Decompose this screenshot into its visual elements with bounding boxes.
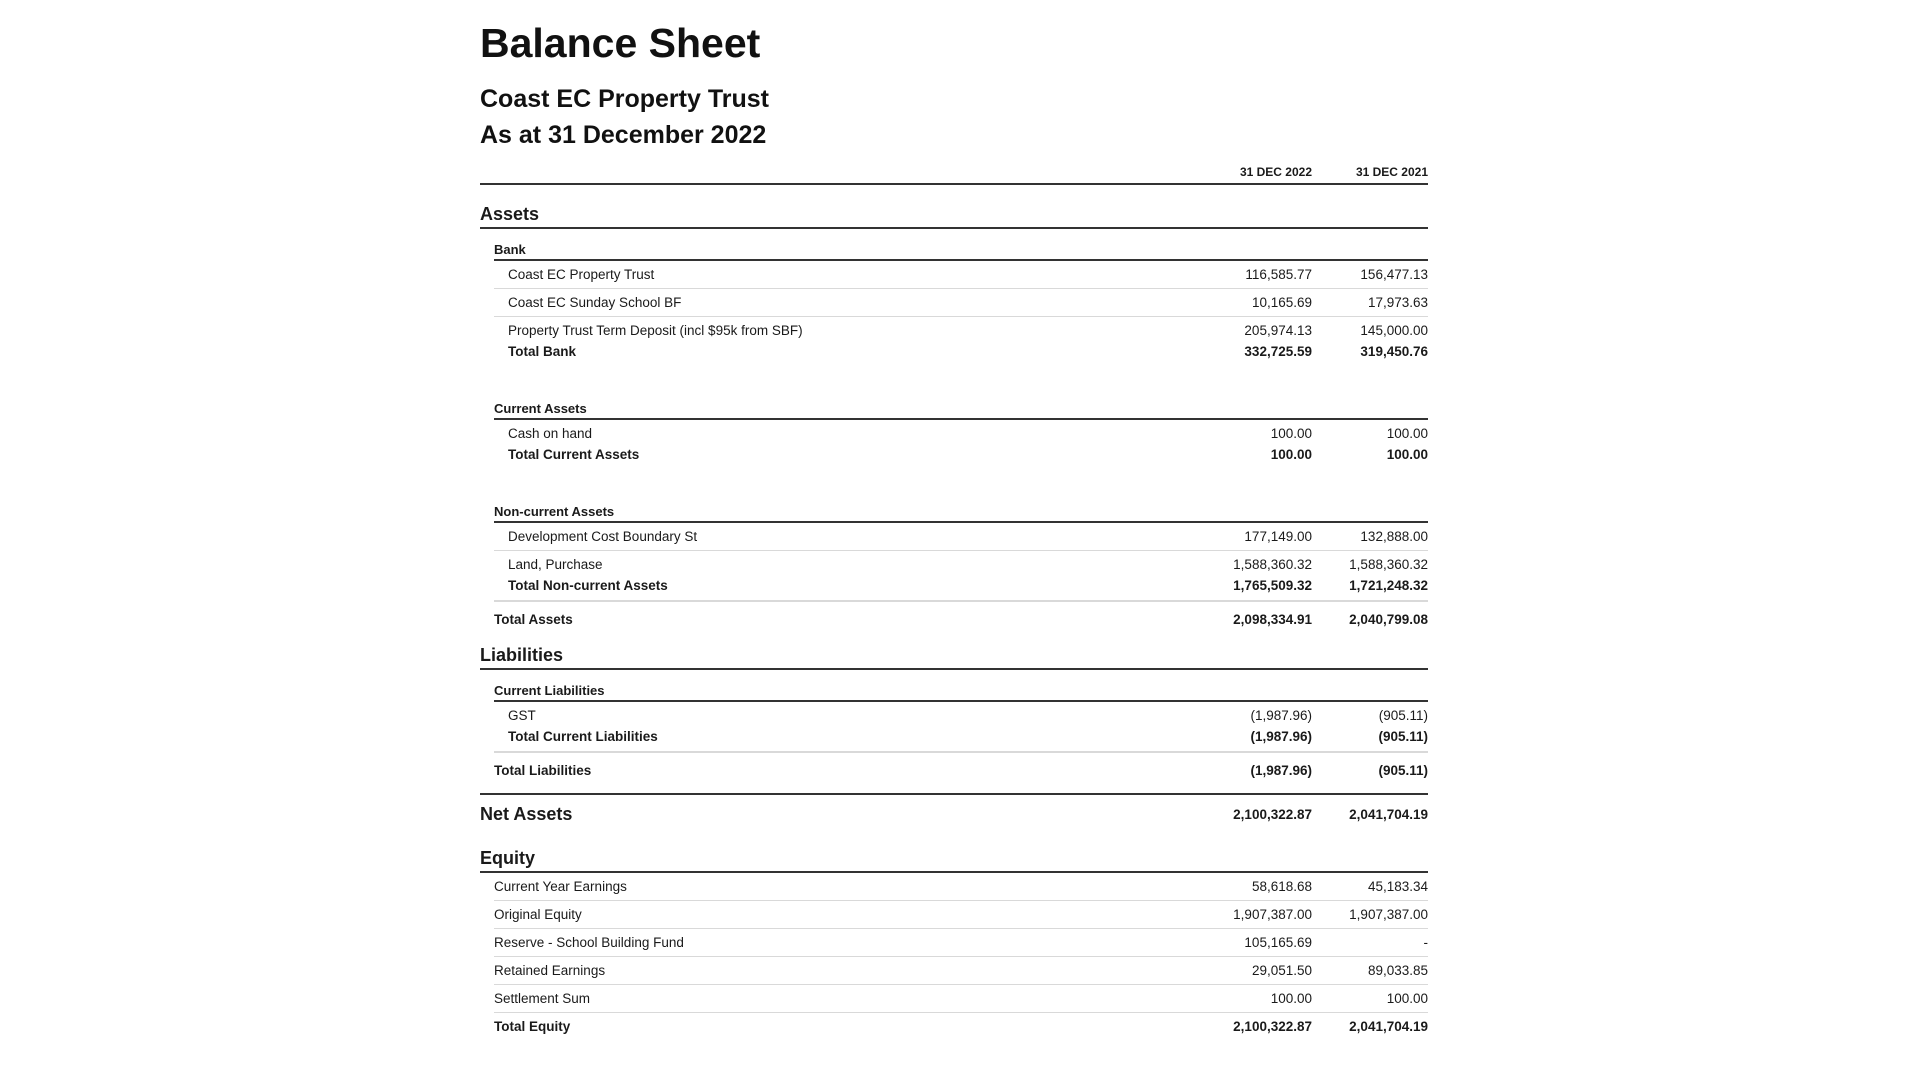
table-row bbox=[494, 420, 1428, 447]
row-value-2021: 132,888.00 bbox=[1360, 529, 1428, 545]
row-value-2021: 17,973.63 bbox=[1367, 295, 1428, 311]
row-label: Development Cost Boundary St bbox=[508, 529, 698, 545]
total-value-2022: (1,987.96) bbox=[1250, 763, 1312, 779]
total-value-2021: 1,721,248.32 bbox=[1349, 578, 1428, 594]
row-value-2022: 177,149.00 bbox=[1244, 529, 1312, 545]
table-row bbox=[494, 702, 1428, 729]
total-value-2022: 2,100,322.87 bbox=[1233, 1019, 1312, 1035]
net-assets-value-2021: 2,041,704.19 bbox=[1349, 807, 1428, 823]
row-label: Cash on hand bbox=[508, 426, 593, 442]
row-value-2022: 1,907,387.00 bbox=[1233, 907, 1312, 923]
total-row-equity bbox=[494, 1013, 1428, 1040]
total-value-2022: 2,098,334.91 bbox=[1233, 612, 1312, 628]
group-heading-current-liabilities: Current Liabilities bbox=[494, 670, 1428, 702]
row-value-2022: 116,585.77 bbox=[1245, 267, 1312, 283]
row-value-2021: (905.11) bbox=[1378, 708, 1428, 724]
row-value-2022: 105,165.69 bbox=[1244, 935, 1312, 951]
table-row bbox=[494, 957, 1428, 985]
total-row-assets bbox=[494, 600, 1428, 638]
total-value-2022: 100.00 bbox=[1270, 447, 1312, 463]
group-heading-bank: Bank bbox=[494, 229, 1428, 261]
table-row bbox=[494, 523, 1428, 551]
table-row bbox=[494, 901, 1428, 929]
row-value-2022: 100.00 bbox=[1270, 991, 1312, 1007]
row-label: Coast EC Sunday School BF bbox=[508, 295, 682, 311]
row-label: Land, Purchase bbox=[508, 557, 603, 573]
row-label: Current Year Earnings bbox=[494, 879, 627, 895]
total-row-bank bbox=[494, 344, 1428, 366]
row-label: Settlement Sum bbox=[494, 991, 591, 1007]
row-label: Original Equity bbox=[494, 907, 582, 923]
table-row bbox=[494, 261, 1428, 289]
total-label: Total Non-current Assets bbox=[508, 578, 668, 594]
table-row bbox=[494, 289, 1428, 317]
report-date: As at 31 December 2022 bbox=[480, 121, 767, 150]
total-value-2021: 100.00 bbox=[1386, 447, 1428, 463]
table-row bbox=[494, 551, 1428, 578]
table-row bbox=[494, 985, 1428, 1013]
row-label: Coast EC Property Trust bbox=[508, 267, 655, 283]
row-value-2021: 100.00 bbox=[1386, 426, 1428, 442]
balance-sheet-report bbox=[480, 20, 1428, 1040]
section-heading-equity: Equity bbox=[480, 839, 1428, 873]
total-label: Total Current Assets bbox=[508, 447, 640, 463]
table-row bbox=[494, 929, 1428, 957]
row-label: Property Trust Term Deposit (incl $95k from SBF) bbox=[508, 323, 803, 339]
total-row-current-liabilities bbox=[494, 729, 1428, 751]
row-value-2021: 1,588,360.32 bbox=[1349, 557, 1428, 573]
total-row-current-assets bbox=[494, 447, 1428, 469]
row-value-2022: 100.00 bbox=[1270, 426, 1312, 442]
column-headers bbox=[480, 161, 1428, 183]
row-value-2021: 145,000.00 bbox=[1360, 323, 1428, 339]
row-value-2021: 156,477.13 bbox=[1360, 267, 1428, 283]
row-label: Retained Earnings bbox=[494, 963, 606, 979]
total-label: Total Equity bbox=[494, 1019, 571, 1035]
total-value-2021: (905.11) bbox=[1378, 763, 1428, 779]
total-row-liabilities bbox=[494, 751, 1428, 787]
row-value-2022: 1,588,360.32 bbox=[1233, 557, 1312, 573]
row-value-2022: (1,987.96) bbox=[1250, 708, 1312, 724]
net-assets-label: Net Assets bbox=[480, 804, 573, 825]
row-value-2022: 205,974.13 bbox=[1244, 323, 1312, 339]
total-value-2021: 2,041,704.19 bbox=[1349, 1019, 1428, 1035]
section-heading-assets: Assets bbox=[480, 185, 1428, 229]
row-value-2022: 58,618.68 bbox=[1251, 879, 1312, 895]
net-assets-value-2022: 2,100,322.87 bbox=[1233, 807, 1312, 823]
total-value-2022: (1,987.96) bbox=[1250, 729, 1312, 745]
row-value-2022: 29,051.50 bbox=[1251, 963, 1312, 979]
total-value-2022: 332,725.59 bbox=[1244, 344, 1312, 360]
row-value-2021: 45,183.34 bbox=[1367, 879, 1428, 895]
total-row-non-current-assets bbox=[494, 578, 1428, 600]
column-header-2022: 31 DEC 2022 bbox=[1239, 165, 1312, 180]
row-value-2021: - bbox=[1423, 935, 1428, 951]
total-label: Total Bank bbox=[508, 344, 577, 360]
row-value-2021: 100.00 bbox=[1386, 991, 1428, 1007]
section-heading-liabilities: Liabilities bbox=[480, 638, 1428, 670]
table-row bbox=[494, 317, 1428, 344]
total-value-2021: 319,450.76 bbox=[1360, 344, 1428, 360]
group-heading-current-assets: Current Assets bbox=[494, 388, 1428, 420]
total-label: Total Assets bbox=[494, 612, 573, 628]
total-value-2022: 1,765,509.32 bbox=[1233, 578, 1312, 594]
report-title: Balance Sheet bbox=[480, 20, 761, 66]
row-value-2021: 89,033.85 bbox=[1367, 963, 1428, 979]
net-assets-row bbox=[480, 793, 1428, 839]
total-value-2021: (905.11) bbox=[1378, 729, 1428, 745]
table-row bbox=[494, 873, 1428, 901]
total-value-2021: 2,040,799.08 bbox=[1349, 612, 1428, 628]
total-label: Total Current Liabilities bbox=[508, 729, 658, 745]
row-label: GST bbox=[508, 708, 536, 724]
entity-name: Coast EC Property Trust bbox=[480, 85, 769, 114]
group-heading-non-current-assets: Non-current Assets bbox=[494, 491, 1428, 523]
row-label: Reserve - School Building Fund bbox=[494, 935, 684, 951]
column-header-2021: 31 DEC 2021 bbox=[1355, 165, 1428, 180]
row-value-2022: 10,165.69 bbox=[1251, 295, 1312, 311]
total-label: Total Liabilities bbox=[494, 763, 592, 779]
row-value-2021: 1,907,387.00 bbox=[1349, 907, 1428, 923]
